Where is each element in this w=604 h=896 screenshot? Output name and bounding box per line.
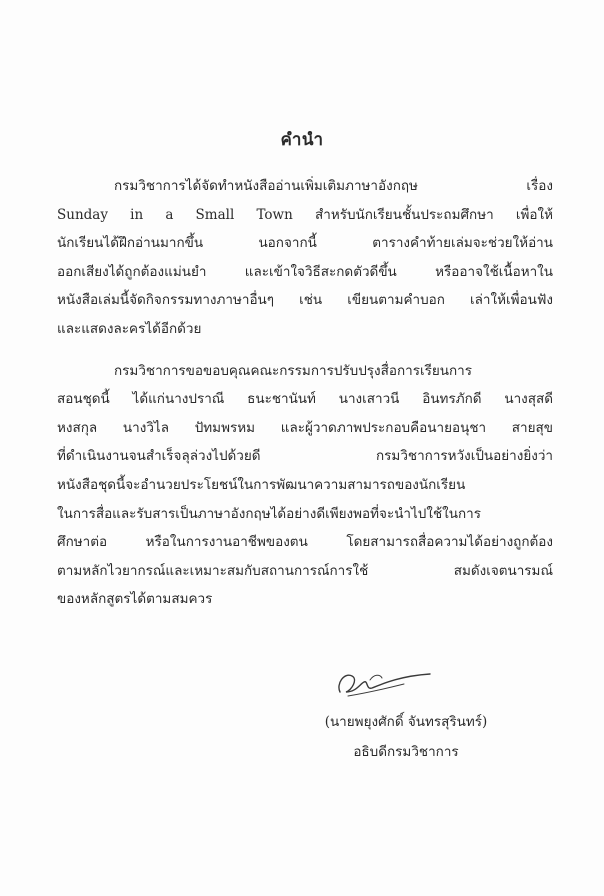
document-body — [57, 172, 553, 614]
text-line: ศึกษาต่อ หรือในการงานอาชีพของตน โดยสามารถสื่อความได้อย่างถูกต้อง — [57, 534, 553, 551]
text-line: Sunday in a Small Town สำหรับนักเรียนชั้นประถมศึกษา เพื่อให้ — [57, 206, 553, 223]
text-line: หนังสือเล่มนี้จัดกิจกรรมทางภาษาอื่นๆ เช่น เขียนตามคำบอก เล่าให้เพื่อนฟัง — [57, 292, 553, 309]
paragraph-1 — [57, 172, 553, 344]
signer-title: อธิบดีกรมวิชาการ — [353, 744, 459, 760]
text-line: ของหลักสูตรได้ตามสมควร — [57, 591, 213, 608]
text-line: ในการสื่อและรับสารเป็นภาษาอังกฤษได้อย่างดีเพียงพอที่จะนำไปใช้ในการ — [57, 505, 481, 522]
text-line: กรมวิชาการขอขอบคุณคณะกรรมการปรับปรุงสื่อการเรียนการ — [114, 362, 473, 379]
text-line: นักเรียนได้ฝึกอ่านมากขึ้น นอกจากนี้ ตารางคำท้ายเล่มจะช่วยให้อ่าน — [57, 235, 553, 252]
text-line: และแสดงละครได้อีกด้วย — [57, 320, 202, 337]
page-title: คำนำ — [280, 130, 324, 150]
text-line: กรมวิชาการได้จัดทำหนังสืออ่านเพิ่มเติมภาษาอังกฤษ เรื่อง — [114, 178, 553, 194]
text-line: หงสกุล นางวิไล ปัทมพรหม และผู้วาดภาพประกอบคือนายอนุชา สายสุข — [57, 419, 553, 436]
paragraph-2 — [57, 357, 553, 614]
text-line: ออกเสียงได้ถูกต้องแม่นยำ และเข้าใจวิธีสะกดตัวดีขึ้น หรืออาจใช้เนื้อหาใน — [57, 263, 553, 280]
text-line: ตามหลักไวยากรณ์และเหมาะสมกับสถานการณ์การใช้ สมดังเจตนารมณ์ — [57, 562, 553, 579]
signer-name: (นายพยุงศักดิ์ จันทรสุรินทร์) — [324, 714, 488, 730]
text-line: สอนชุดนี้ ได้แก่นางปราณี ธนะชานันท์ นางเสาวนี อินทรภักดี นางสุสดี — [57, 391, 553, 408]
text-line: หนังสือชุดนี้จะอำนวยประโยชน์ในการพัฒนาความสามารถของนักเรียน — [57, 476, 466, 493]
text-line: ที่ดำเนินงานจนสำเร็จลุล่วงไปด้วยดี กรมวิชาการหวังเป็นอย่างยิ่งว่า — [57, 448, 553, 465]
signature-image — [330, 662, 440, 708]
